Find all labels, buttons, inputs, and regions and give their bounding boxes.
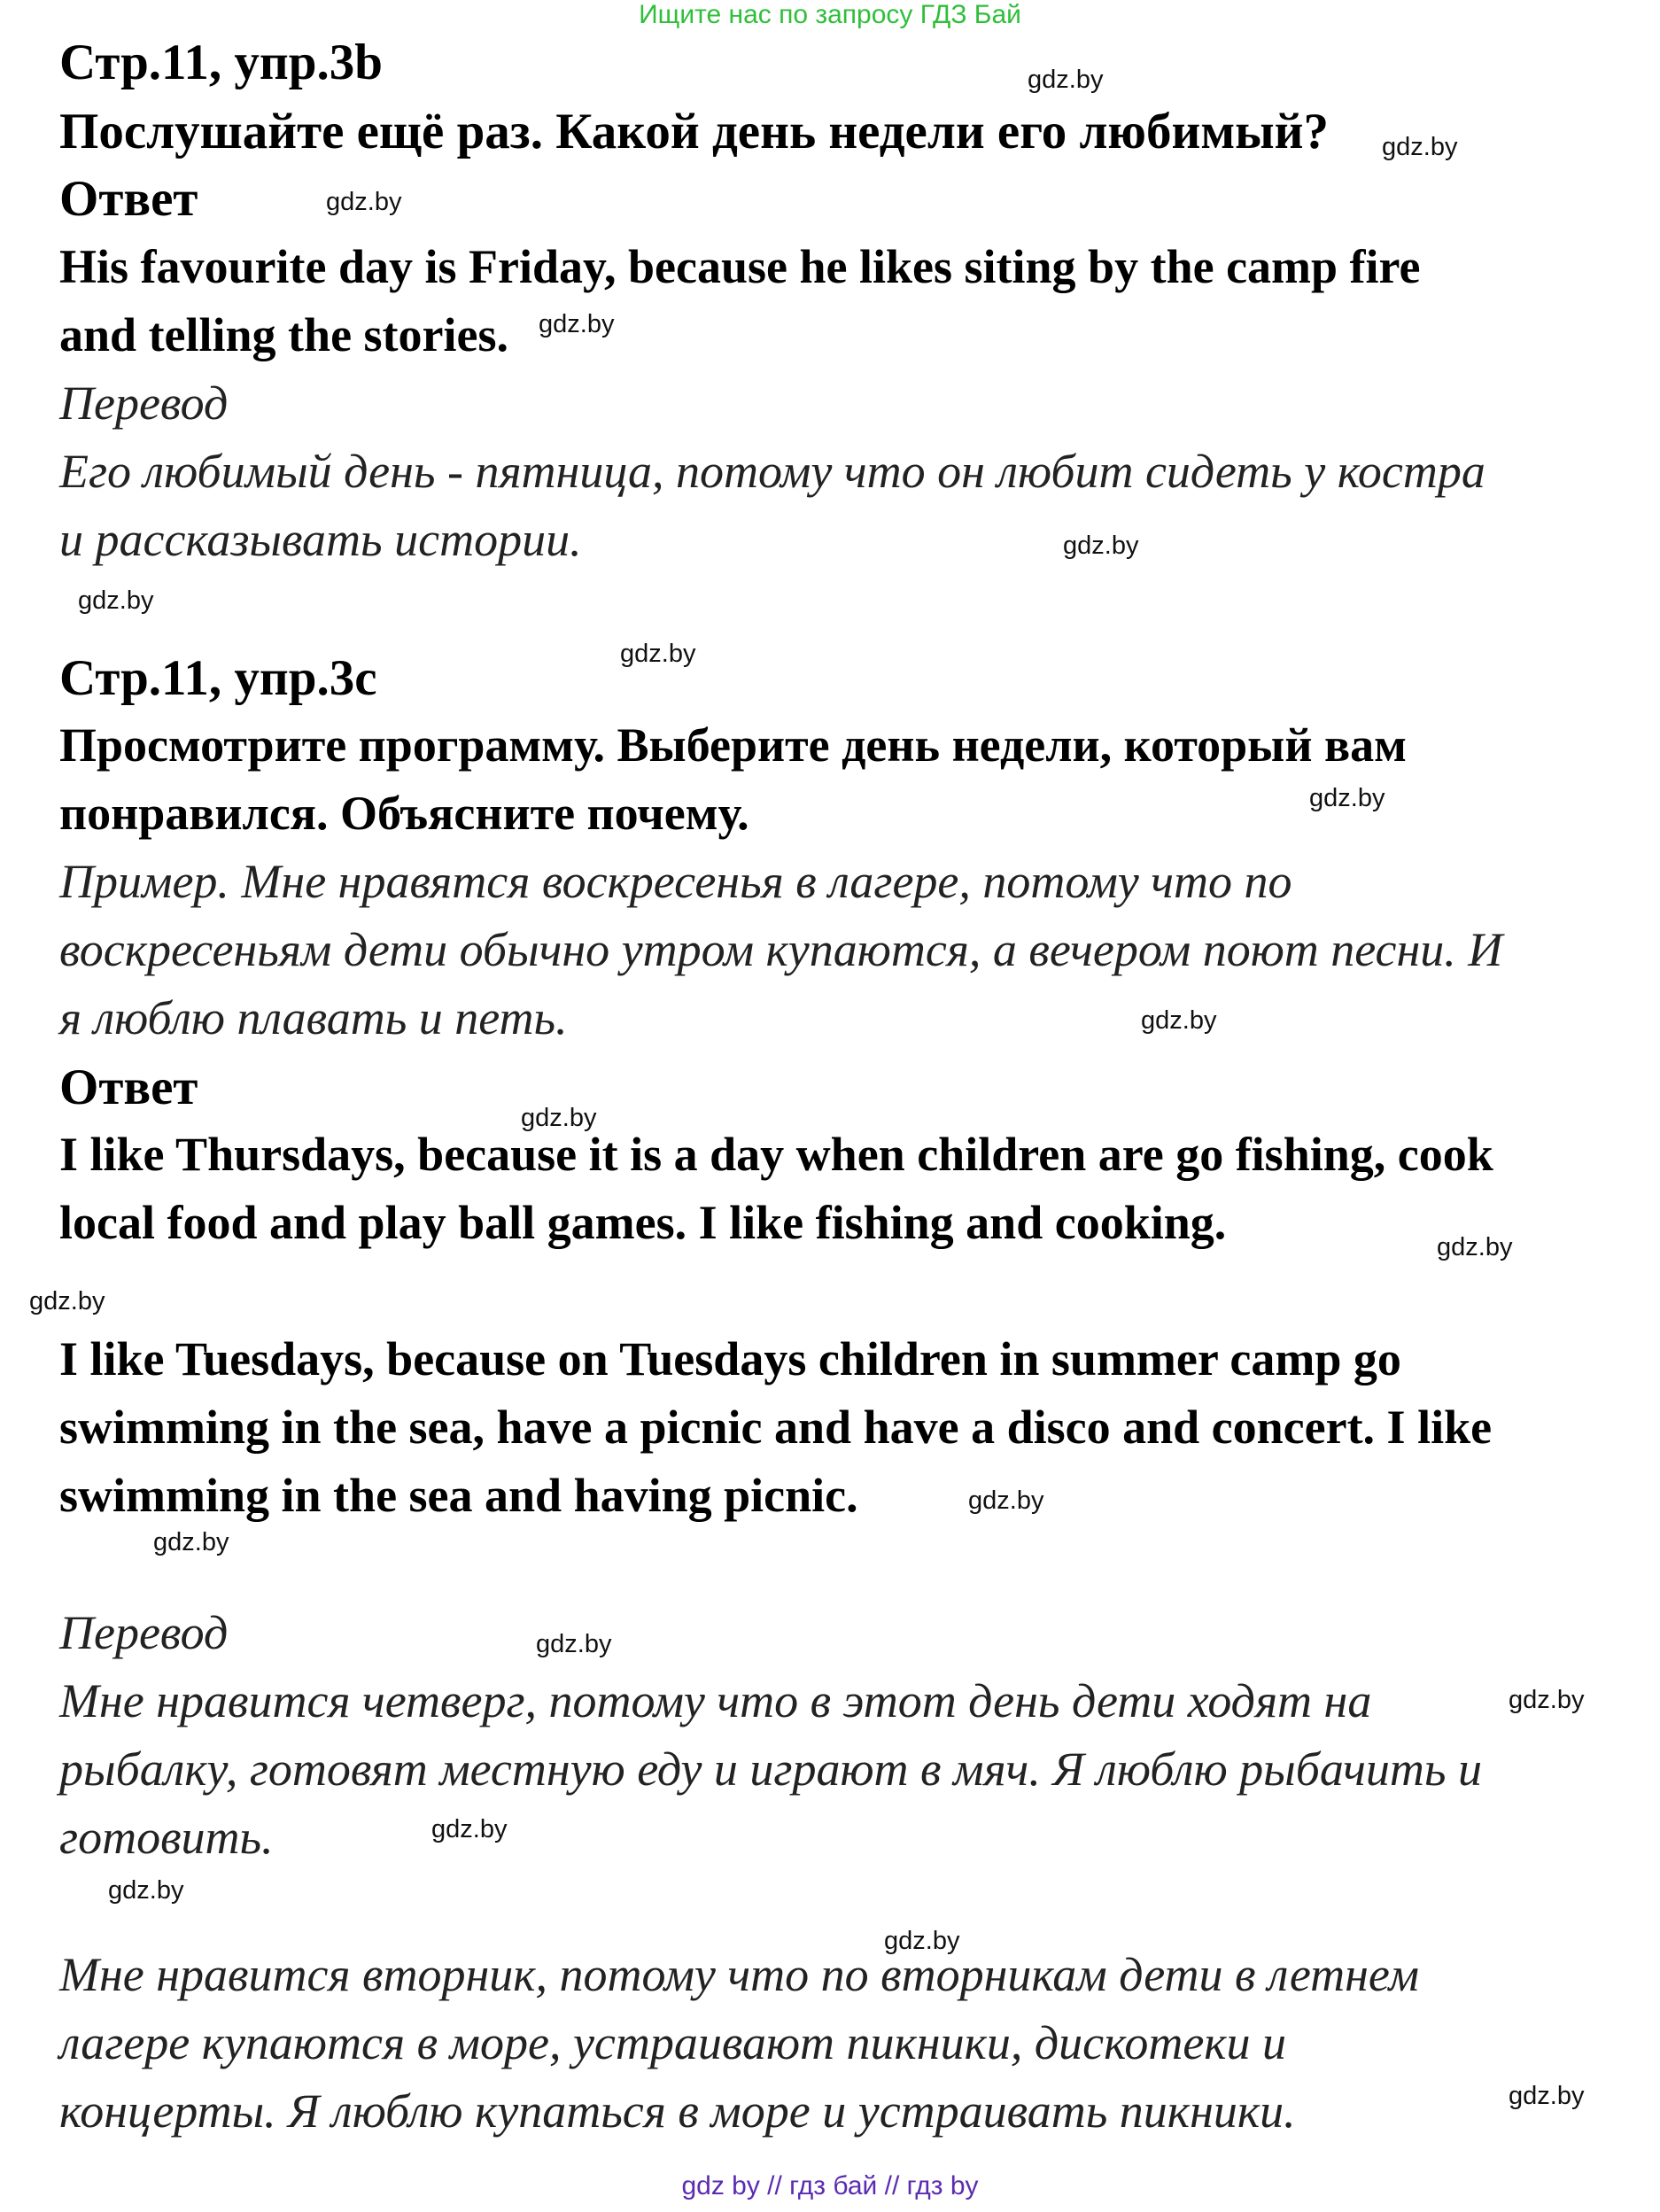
section1-title: Стр.11, упр.3b xyxy=(59,35,383,90)
section1-translation-label: Перевод xyxy=(59,376,229,430)
watermark: gdz.by xyxy=(29,1287,105,1316)
watermark: gdz.by xyxy=(1141,1006,1217,1035)
section2-answer1-line: local food and play ball games. I like fishing and cooking. xyxy=(59,1196,1227,1249)
watermark: gdz.by xyxy=(1509,2082,1585,2110)
watermark: gdz.by xyxy=(884,1927,960,1955)
section2-translation2-line: лагере купаются в море, устраивают пикники, дискотеки и xyxy=(59,2016,1287,2069)
watermark: gdz.by xyxy=(1437,1233,1513,1261)
watermark: gdz.by xyxy=(1063,532,1139,560)
section2-example-line: Пример. Мне нравятся воскресенья в лагере, потому что по xyxy=(59,855,1292,908)
section2-example-line: воскресеньям дети обычно утром купаются, а вечером поют песни. И xyxy=(59,923,1503,976)
section2-answer2-line: swimming in the sea and having picnic. xyxy=(59,1469,858,1522)
section2-translation1-line: рыбалку, готовят местную еду и играют в мяч. Я люблю рыбачить и xyxy=(59,1742,1482,1796)
section2-title: Стр.11, упр.3с xyxy=(59,650,377,706)
watermark: gdz.by xyxy=(326,188,402,216)
footer-links[interactable]: gdz by // гдз бай // гдз by xyxy=(681,2171,979,2200)
section2-translation2-line: концерты. Я люблю купаться в море и устраивать пикники. xyxy=(59,2084,1296,2138)
section1-answer-line: and telling the stories. xyxy=(59,308,508,361)
section2-answer1-line: I like Thursdays, because it is a day when children are go fishing, cook xyxy=(59,1128,1493,1181)
top-banner[interactable]: Ищите нас по запросу ГДЗ Бай xyxy=(639,0,1021,29)
watermark: gdz.by xyxy=(108,1876,184,1905)
section1-question: Послушайте ещё раз. Какой день недели его любимый? xyxy=(59,104,1329,159)
watermark: gdz.by xyxy=(78,586,154,615)
section2-translation1-line: готовить. xyxy=(59,1811,274,1864)
section2-translation1-line: Мне нравится четверг, потому что в этот день дети ходят на xyxy=(59,1674,1372,1727)
watermark: gdz.by xyxy=(1509,1686,1585,1714)
section1-translation-line: и рассказывать истории. xyxy=(59,513,582,566)
section2-example-line: я люблю плавать и петь. xyxy=(59,991,568,1044)
watermark: gdz.by xyxy=(1028,66,1104,94)
section1-answer-label: Ответ xyxy=(59,171,198,227)
watermark: gdz.by xyxy=(536,1630,612,1658)
section2-translation-label: Перевод xyxy=(59,1606,229,1659)
section2-answer-label: Ответ xyxy=(59,1059,198,1115)
watermark: gdz.by xyxy=(521,1104,597,1132)
watermark: gdz.by xyxy=(539,310,615,338)
watermark: gdz.by xyxy=(1309,784,1385,812)
section1-translation-line: Его любимый день - пятница, потому что он любит сидеть у костра xyxy=(59,445,1485,498)
section2-question-line: понравился. Объясните почему. xyxy=(59,787,749,840)
section2-question-line: Просмотрите программу. Выберите день недели, который вам xyxy=(59,718,1407,772)
section2-translation2-line: Мне нравится вторник, потому что по вторникам дети в летнем xyxy=(59,1948,1419,2001)
watermark: gdz.by xyxy=(1382,133,1458,161)
watermark: gdz.by xyxy=(620,640,696,668)
section2-answer2-line: I like Tuesdays, because on Tuesdays children in summer camp go xyxy=(59,1332,1401,1385)
section2-answer2-line: swimming in the sea, have a picnic and have a disco and concert. I like xyxy=(59,1401,1493,1454)
section1-answer-line: His favourite day is Friday, because he likes siting by the camp fire xyxy=(59,240,1421,293)
watermark: gdz.by xyxy=(431,1815,508,1843)
watermark: gdz.by xyxy=(968,1486,1044,1515)
watermark: gdz.by xyxy=(153,1528,229,1556)
